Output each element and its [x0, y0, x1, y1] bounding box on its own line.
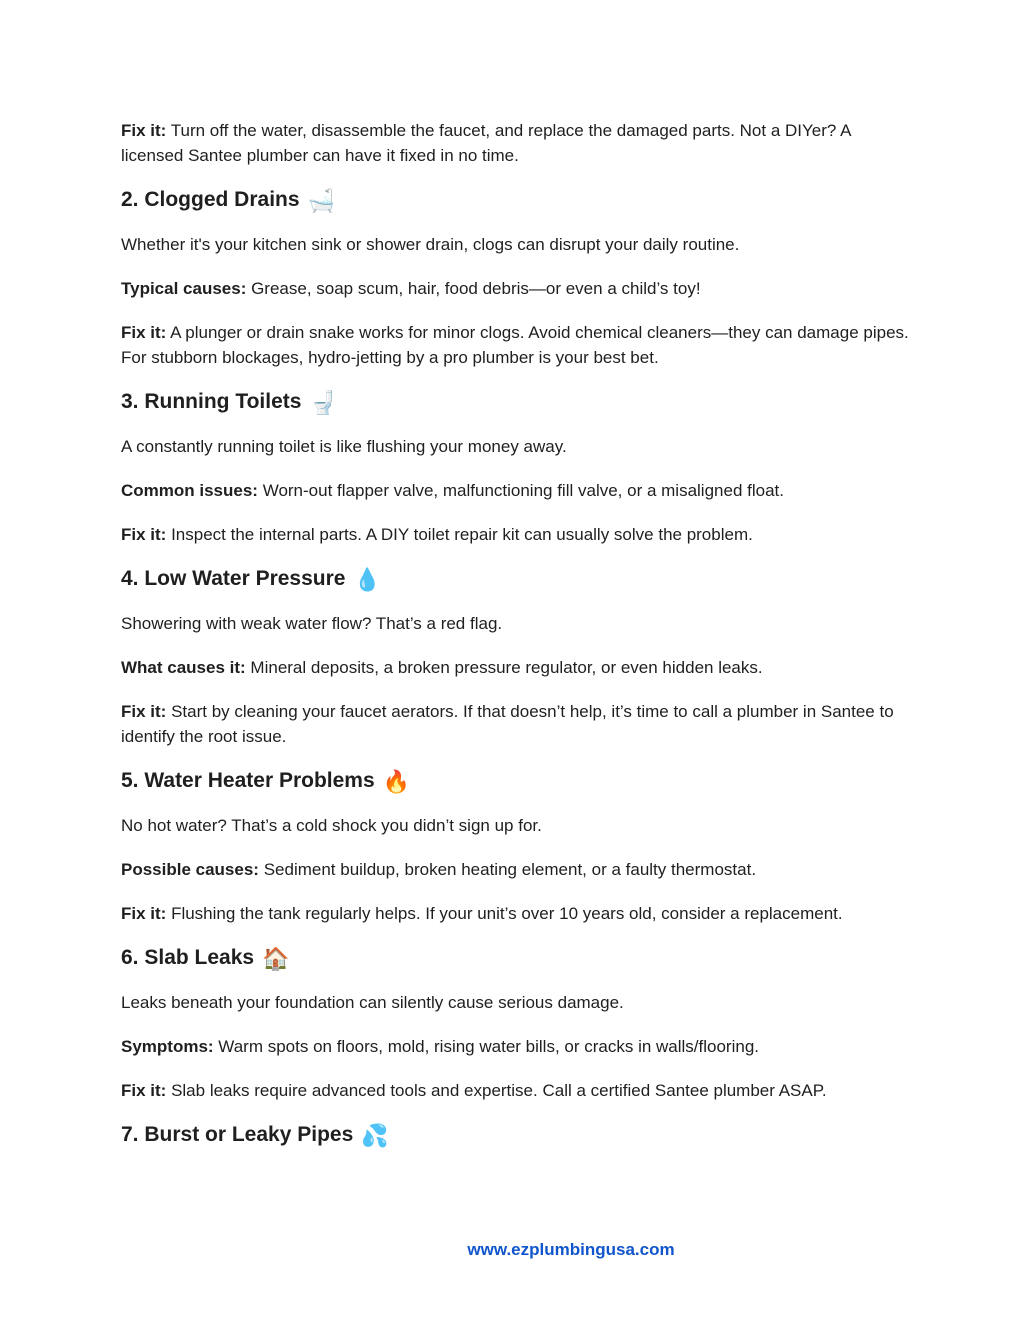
- house-icon: 🏠: [262, 946, 290, 971]
- fix-text: A plunger or drain snake works for minor clogs. Avoid chemical cleaners—they can damage pipes. For stubborn blockages, hydro-jetting by a pro plumber is your best bet.: [121, 323, 909, 367]
- fix-label: Fix it:: [121, 1081, 167, 1100]
- section-fix: [121, 320, 911, 370]
- detail-label: Common issues:: [121, 481, 258, 500]
- section-detail: [121, 1034, 911, 1059]
- section-detail: [121, 655, 911, 680]
- detail-text: Mineral deposits, a broken pressure regulator, or even hidden leaks.: [245, 658, 763, 677]
- detail-label: Typical causes:: [121, 279, 247, 298]
- section-heading-water-heater: 5. Water Heater Problems 🔥: [121, 769, 411, 794]
- fix-text: Inspect the internal parts. A DIY toilet repair kit can usually solve the problem.: [166, 525, 753, 544]
- sweat-droplets-icon: 💦: [361, 1123, 389, 1148]
- section-intro: A constantly running toilet is like flushing your money away.: [121, 437, 567, 456]
- detail-label: Possible causes:: [121, 860, 259, 879]
- section-heading-slab-leaks: 6. Slab Leaks 🏠: [121, 946, 290, 971]
- section-detail: [121, 276, 911, 301]
- detail-label: What causes it:: [121, 658, 246, 677]
- fix-label: Fix it:: [121, 904, 167, 923]
- fix-text: Flushing the tank regularly helps. If your unit’s over 10 years old, consider a replacement.: [166, 904, 843, 923]
- fix-text: Slab leaks require advanced tools and expertise. Call a certified Santee plumber ASAP.: [166, 1081, 827, 1100]
- fix-text: Start by cleaning your faucet aerators. If that doesn’t help, it’s time to call a plumber in Santee to identify the root issue.: [121, 702, 894, 746]
- section-intro: Showering with weak water flow? That’s a red flag.: [121, 614, 503, 633]
- section-heading-clogged-drains: 2. Clogged Drains 🛁: [121, 188, 335, 213]
- detail-text: Worn-out flapper valve, malfunctioning fill valve, or a misaligned float.: [257, 481, 784, 500]
- toilet-icon: 🚽: [309, 390, 337, 415]
- section-fix: [121, 699, 911, 749]
- droplet-icon: 💧: [353, 567, 381, 592]
- section-intro: No hot water? That’s a cold shock you didn’t sign up for.: [121, 816, 542, 835]
- fix-label: Fix it:: [121, 323, 167, 342]
- detail-text: Grease, soap scum, hair, food debris—or even a child’s toy!: [246, 279, 701, 298]
- detail-text: Sediment buildup, broken heating element, or a faulty thermostat.: [258, 860, 757, 879]
- detail-label: Symptoms:: [121, 1037, 214, 1056]
- intro-fix-paragraph: [121, 118, 911, 168]
- website-link[interactable]: www.ezplumbingusa.com: [467, 1240, 675, 1259]
- fix-label: Fix it:: [121, 525, 167, 544]
- section-heading-running-toilets: 3. Running Toilets 🚽: [121, 390, 337, 415]
- section-detail: [121, 478, 911, 503]
- section-fix: [121, 1078, 911, 1103]
- fix-label: Fix it:: [121, 121, 167, 140]
- fix-text: Turn off the water, disassemble the faucet, and replace the damaged parts. Not a DIYer? A licensed Santee plumber can have it fixed in no time.: [121, 121, 851, 165]
- fire-icon: 🔥: [382, 769, 411, 794]
- section-fix: [121, 901, 911, 926]
- section-fix: [121, 522, 911, 547]
- section-intro: Leaks beneath your foundation can silently cause serious damage.: [121, 993, 624, 1012]
- fix-label: Fix it:: [121, 702, 167, 721]
- section-intro: Whether it's your kitchen sink or shower drain, clogs can disrupt your daily routine.: [121, 235, 740, 254]
- bathtub-icon: 🛁: [307, 188, 335, 213]
- section-heading-low-water-pressure: 4. Low Water Pressure 💧: [121, 567, 381, 592]
- section-detail: [121, 857, 911, 882]
- section-heading-burst-pipes: 7. Burst or Leaky Pipes 💦: [121, 1123, 389, 1148]
- detail-text: Warm spots on floors, mold, rising water bills, or cracks in walls/flooring.: [213, 1037, 760, 1056]
- document-body: [121, 118, 911, 1149]
